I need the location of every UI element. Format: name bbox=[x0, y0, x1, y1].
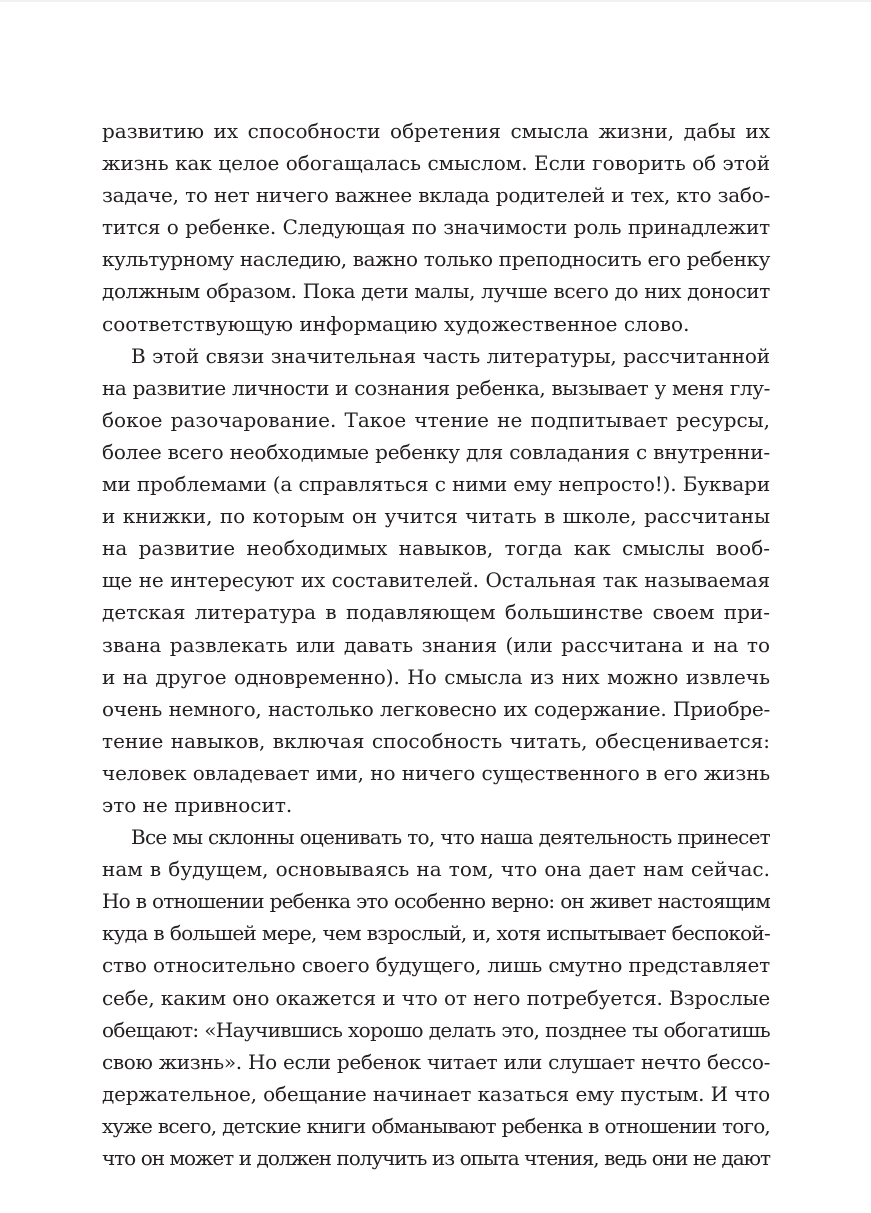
text-line: на развитие необходимых навыков, тогда как смыслы вооб- bbox=[102, 536, 770, 561]
text-line: Но в отношении ребенка это особенно верно: он живет настоящим bbox=[102, 889, 770, 914]
text-line: хуже всего, детские книги обманывают ребенка в отношении того, bbox=[102, 1113, 770, 1138]
text-line: Все мы склонны оценивать то, что наша деятельность принесет bbox=[131, 825, 770, 850]
text-line: нам в будущем, основываясь на том, что она дает нам сейчас. bbox=[102, 857, 770, 882]
paragraph-1 bbox=[102, 115, 770, 340]
page-top-edge bbox=[0, 0, 871, 2]
paragraph-3 bbox=[102, 821, 770, 1174]
text-line: развитию их способности обретения смысла жизни, дабы их bbox=[102, 119, 770, 143]
text-line: себе, каким оно окажется и что от него потребуется. Взрослые bbox=[102, 985, 770, 1010]
text-line: на развитие личности и сознания ребенка, вызывает у меня глу- bbox=[102, 375, 770, 400]
text-line: звана развлекать или давать знания (или рассчитана и на то bbox=[102, 632, 770, 657]
text-line: и книжки, по которым он учится читать в школе, рассчитаны bbox=[102, 504, 770, 529]
text-line: культурному наследию, важно только преподносить его ребенку bbox=[102, 247, 770, 272]
text-line: детская литература в подавляющем большинстве своем при- bbox=[102, 600, 770, 625]
text-line: соответствующую информацию художественное слово. bbox=[102, 311, 690, 336]
text-line: обещают: «Научившись хорошо делать это, позднее ты обогатишь bbox=[102, 1017, 770, 1042]
text-line: тение навыков, включая способность читать, обесценивается: bbox=[102, 728, 770, 753]
text-line: очень немного, настолько легковесно их содержание. Приобре- bbox=[102, 696, 770, 721]
text-line: более всего необходимые ребенку для совладания с внутренни- bbox=[102, 439, 770, 464]
text-line: бокое разочарование. Такое чтение не подпитывает ресурсы, bbox=[102, 407, 770, 432]
text-line: человек овладевает ими, но ничего существенного в его жизнь bbox=[102, 760, 770, 785]
text-line: что он может и должен получить из опыта чтения, ведь они не дают bbox=[102, 1146, 770, 1170]
text-line: куда в большей мере, чем взрослый, и, хотя испытывает беспокой- bbox=[102, 921, 770, 946]
text-line: задаче, то нет ничего важнее вклада родителей и тех, кто забо- bbox=[102, 183, 770, 208]
text-line: ство относительно своего будущего, лишь смутно представляет bbox=[102, 953, 770, 978]
text-line: ще не интересуют их составителей. Остальная так называемая bbox=[102, 568, 770, 593]
text-line: держательное, обещание начинает казаться ему пустым. И что bbox=[102, 1081, 770, 1106]
body-text bbox=[102, 115, 770, 1174]
text-line: В этой связи значительная часть литературы, рассчитанной bbox=[131, 343, 770, 368]
text-line: и на другое одновременно). Но смысла из них можно извлечь bbox=[102, 664, 770, 689]
text-line: должным образом. Пока дети малы, лучше всего до них доносит bbox=[102, 279, 770, 304]
text-line: жизнь как целое обогащалась смыслом. Если говорить об этой bbox=[102, 151, 770, 176]
text-line: это не привносит. bbox=[102, 792, 293, 817]
text-line: тится о ребенке. Следующая по значимости роль принадлежит bbox=[102, 215, 770, 240]
text-line: свою жизнь». Но если ребенок читает или слушает нечто бессо- bbox=[102, 1049, 770, 1074]
text-line: ми проблемами (а справляться с ними ему непросто!). Буквари bbox=[102, 472, 770, 497]
paragraph-2 bbox=[102, 340, 770, 821]
